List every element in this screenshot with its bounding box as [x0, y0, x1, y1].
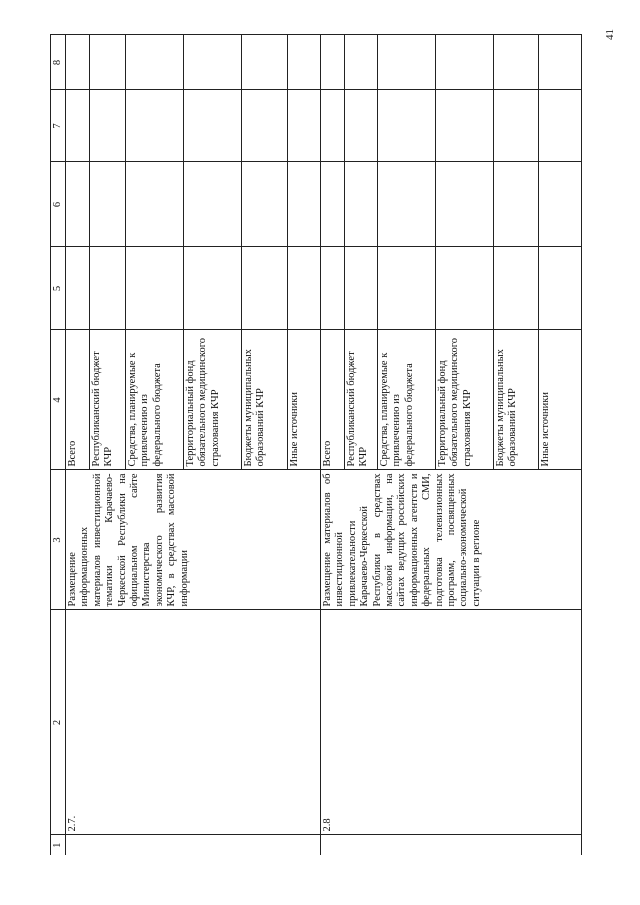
header-row: [51, 35, 66, 855]
item-number: 2.8: [321, 610, 582, 835]
table-row: [66, 35, 90, 855]
header-cell: 7: [51, 90, 66, 162]
funding-source: Всего: [66, 330, 90, 470]
funding-source: Средства, планируемые к привлечению из федерального бюджета: [126, 330, 184, 470]
value-cell: [436, 247, 494, 330]
value-cell: [494, 162, 539, 247]
value-cell: [378, 90, 436, 162]
table-row: [321, 35, 345, 855]
funding-source: Республиканский бюджет КЧР: [345, 330, 378, 470]
value-cell: [436, 35, 494, 90]
value-cell: [126, 247, 184, 330]
value-cell: [242, 35, 288, 90]
value-cell: [66, 35, 90, 90]
value-cell: [494, 35, 539, 90]
value-cell: [90, 162, 126, 247]
value-cell: [321, 90, 345, 162]
value-cell: [321, 35, 345, 90]
funding-source: Бюджеты муниципальных образований КЧР: [494, 330, 539, 470]
value-cell: [184, 90, 242, 162]
value-cell: [288, 35, 321, 90]
value-cell: [494, 90, 539, 162]
item-number: 2.7.: [66, 610, 321, 835]
value-cell: [66, 162, 90, 247]
header-cell: 1: [51, 835, 66, 855]
funding-source: Средства, планируемые к привлечению из федерального бюджета: [378, 330, 436, 470]
value-cell: [288, 162, 321, 247]
value-cell: [184, 162, 242, 247]
value-cell: [539, 90, 582, 162]
value-cell: [378, 35, 436, 90]
value-cell: [539, 162, 582, 247]
funding-source: Всего: [321, 330, 345, 470]
value-cell: [345, 35, 378, 90]
value-cell: [242, 162, 288, 247]
value-cell: [539, 247, 582, 330]
value-cell: [126, 162, 184, 247]
funding-source: Территориальный фонд обязательного медицинского страхования КЧР: [184, 330, 242, 470]
value-cell: [539, 35, 582, 90]
value-cell: [321, 162, 345, 247]
value-cell: [90, 90, 126, 162]
value-cell: [436, 162, 494, 247]
value-cell: [90, 247, 126, 330]
value-cell: [494, 247, 539, 330]
value-cell: [126, 90, 184, 162]
funding-source: Территориальный фонд обязательного медицинского страхования КЧР: [436, 330, 494, 470]
value-cell: [345, 90, 378, 162]
empty-cell: [66, 835, 321, 855]
value-cell: [288, 247, 321, 330]
value-cell: [242, 247, 288, 330]
value-cell: [345, 247, 378, 330]
empty-cell: [321, 835, 582, 855]
value-cell: [321, 247, 345, 330]
value-cell: [288, 90, 321, 162]
page-number: 41: [604, 29, 616, 40]
item-description: Размещение информационных материалов инвестиционной тематики Карачаево-Черкесской Республики на официальном сайте Министерства экономического развития КЧР, в средствах массовой информации: [66, 470, 321, 610]
value-cell: [436, 90, 494, 162]
budget-table: [50, 35, 582, 856]
value-cell: [90, 35, 126, 90]
header-cell: 5: [51, 247, 66, 330]
funding-source: Иные источники: [539, 330, 582, 470]
value-cell: [378, 247, 436, 330]
value-cell: [242, 90, 288, 162]
value-cell: [126, 35, 184, 90]
value-cell: [66, 247, 90, 330]
header-cell: 3: [51, 470, 66, 610]
funding-source: Иные источники: [288, 330, 321, 470]
value-cell: [184, 35, 242, 90]
value-cell: [66, 90, 90, 162]
funding-source: Бюджеты муниципальных образований КЧР: [242, 330, 288, 470]
header-cell: 2: [51, 610, 66, 835]
value-cell: [184, 247, 242, 330]
value-cell: [345, 162, 378, 247]
header-cell: 4: [51, 330, 66, 470]
rotated-table-container: [50, 35, 580, 855]
funding-source: Республиканский бюджет КЧР: [90, 330, 126, 470]
item-description: Размещение материалов об инвестиционной привлекательности Карачаево-Черкесской Республики в средствах массовой информации, на сайтах ведущих российских информационных агентств и федеральных СМИ, подготовка телевизионных программ, посвященных социально-экономической ситуации в регионе: [321, 470, 582, 610]
header-cell: 6: [51, 162, 66, 247]
value-cell: [378, 162, 436, 247]
header-cell: 8: [51, 35, 66, 90]
